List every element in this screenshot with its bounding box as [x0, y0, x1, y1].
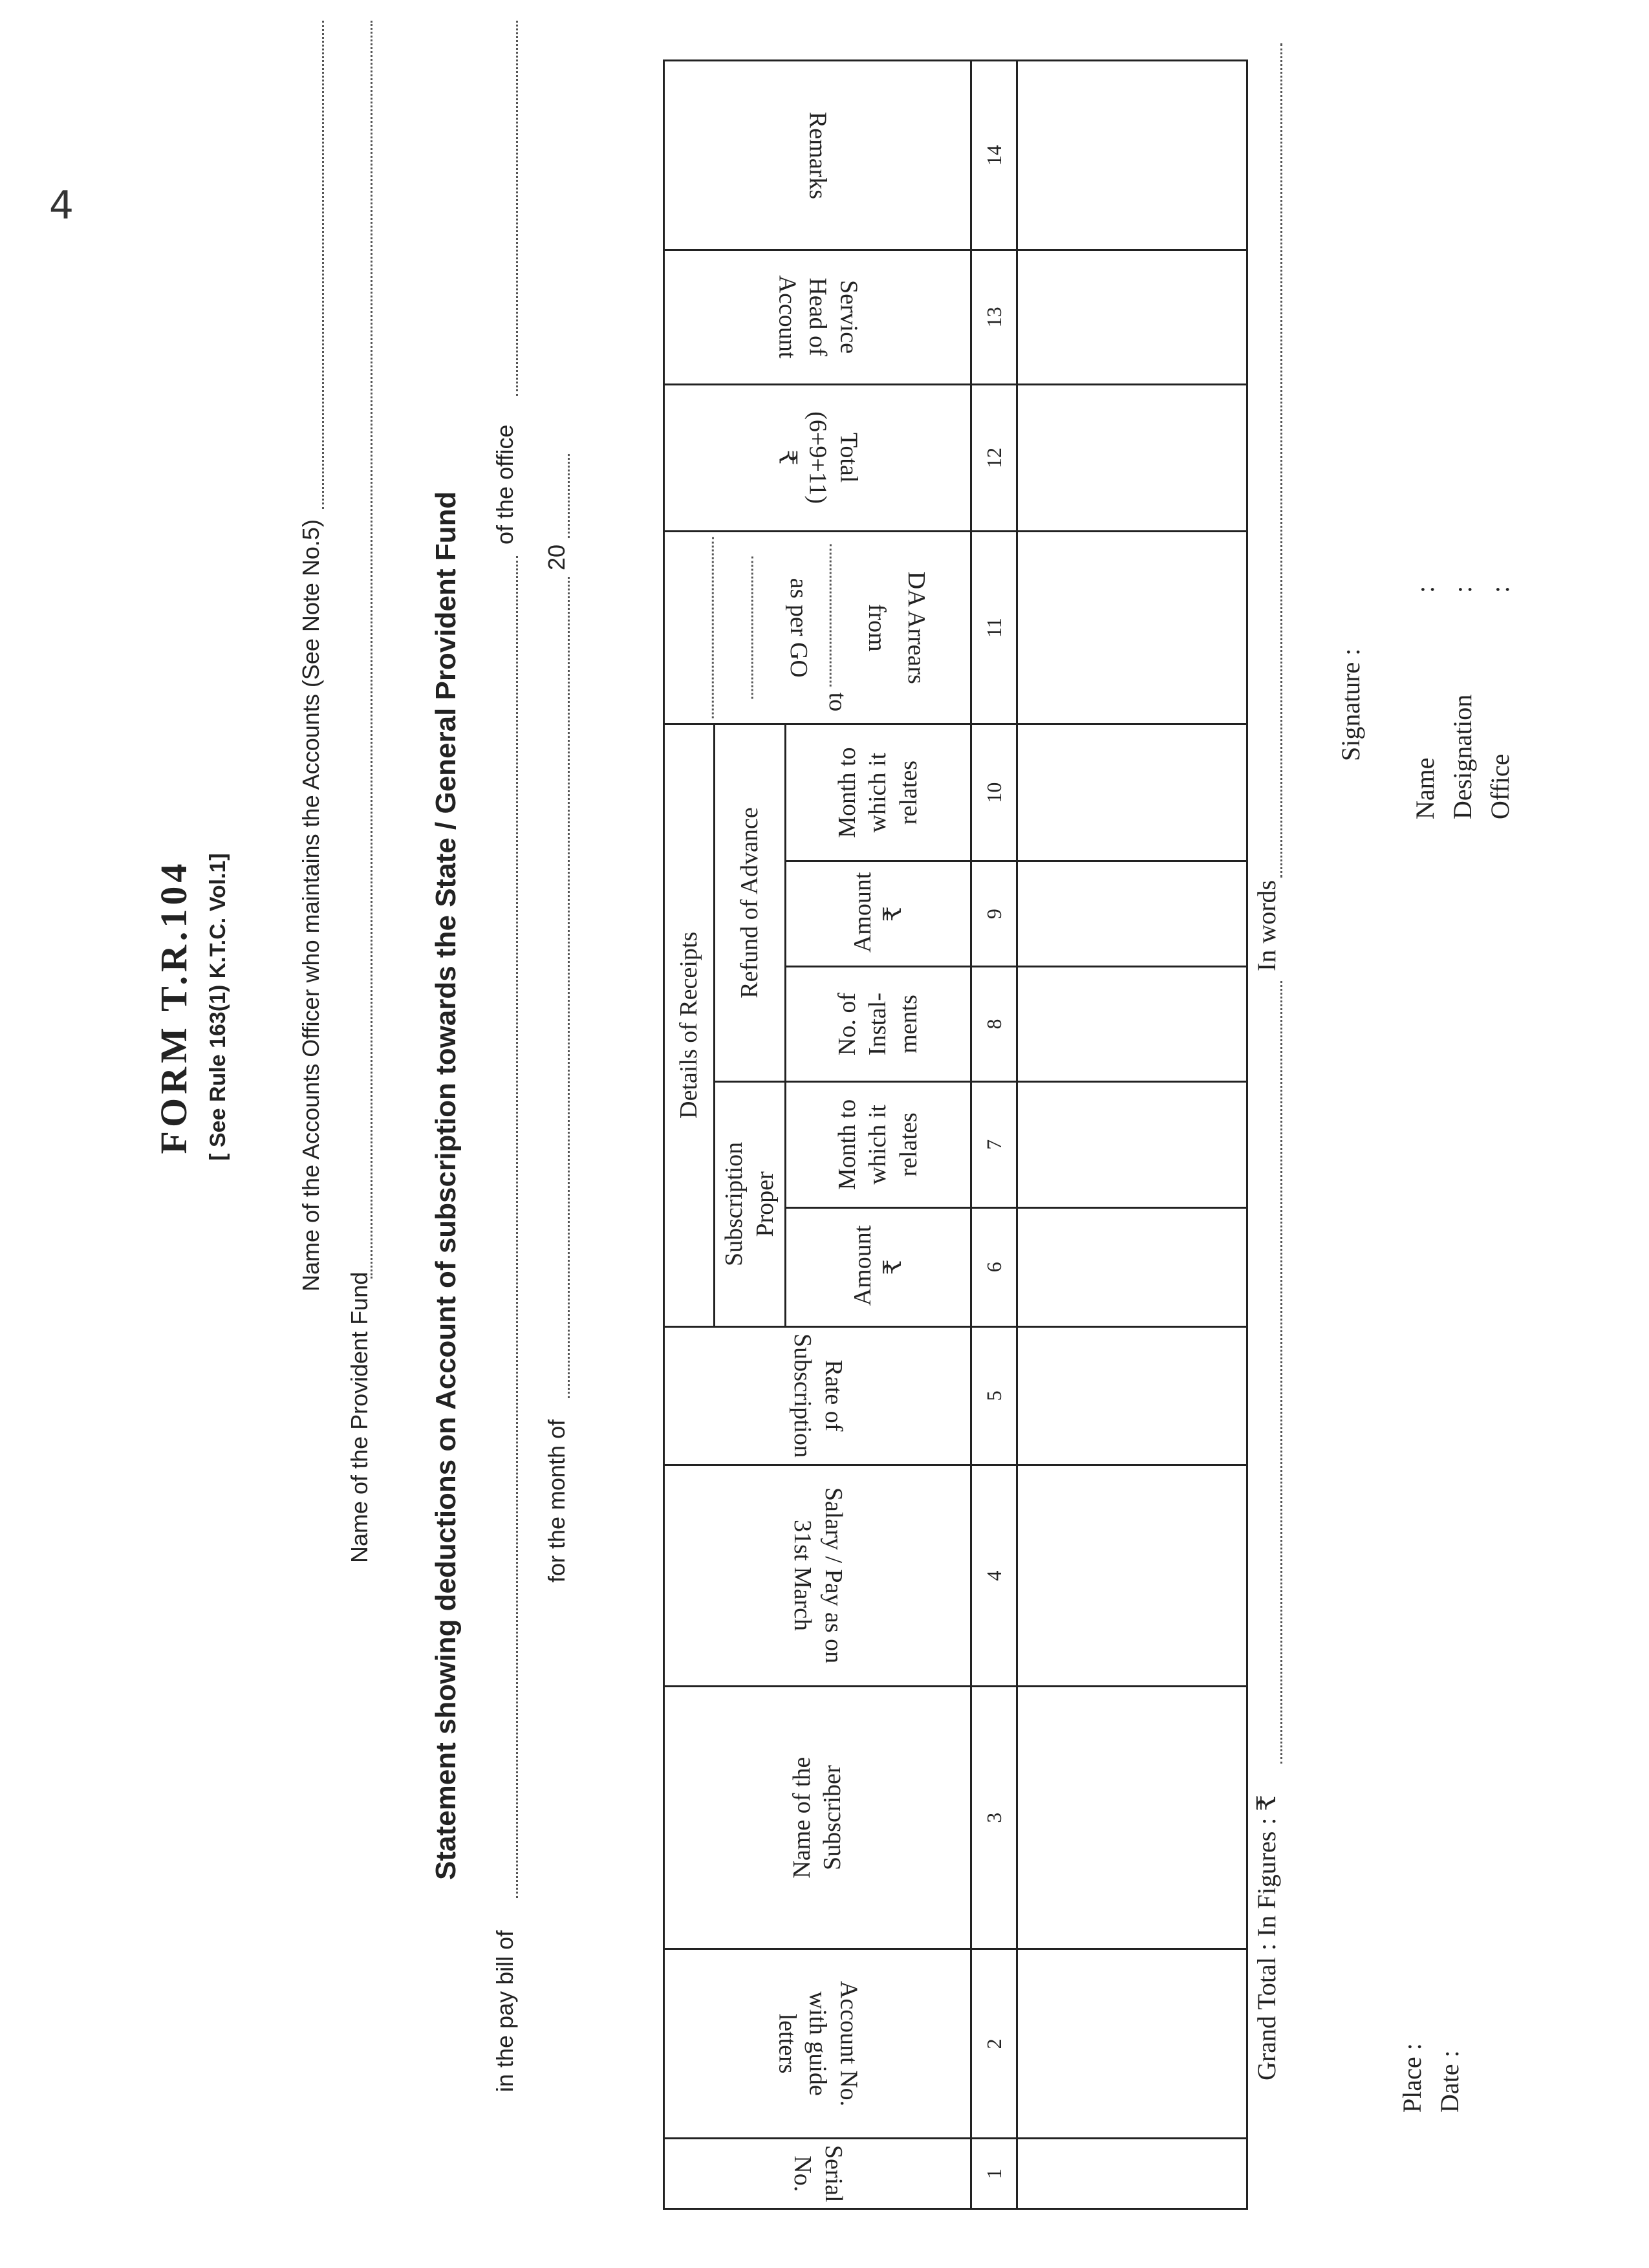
entry-cell-sub-amount[interactable]	[1017, 1207, 1247, 1326]
date-label: Date :	[1435, 2050, 1464, 2113]
header-sub-month: Month to which it relates	[786, 1082, 971, 1208]
grand-total-label: Grand Total : In Figures : ₹	[1252, 1795, 1281, 2080]
header-subscriber-name: Name of the Subscriber	[664, 1687, 971, 1949]
entry-cell-serial[interactable]	[1017, 2139, 1247, 2209]
header-refund-month: Month to which it relates	[786, 724, 971, 861]
place-label: Place :	[1397, 2043, 1427, 2113]
month-field[interactable]	[568, 577, 570, 1398]
grand-total-words-field[interactable]	[1280, 43, 1282, 878]
entry-cell-name[interactable]	[1017, 1687, 1247, 1949]
grand-total-figures-field[interactable]	[1280, 981, 1282, 1764]
page-mark: 4	[48, 182, 74, 228]
col-number: 6	[971, 1207, 1017, 1326]
accounts-officer-label: Name of the Accounts Officer who maintains the Accounts (See Note No.5)	[297, 519, 324, 1291]
col-number: 11	[971, 532, 1017, 724]
form-rule-reference: [ See Rule 163(1) K.T.C. Vol.1]	[206, 853, 230, 1161]
office-field[interactable]	[516, 21, 518, 396]
header-details-of-receipts: Details of Receipts	[664, 724, 715, 1326]
col-number: 8	[971, 966, 1017, 1081]
col-number: 7	[971, 1082, 1017, 1208]
office-label: of the office	[491, 424, 518, 545]
office-colon: :	[1485, 585, 1514, 593]
entry-cell-da-arrears[interactable]	[1017, 532, 1247, 724]
entry-cell-installments[interactable]	[1017, 966, 1247, 1081]
header-sub-amount: Amount ₹	[786, 1207, 971, 1326]
signature-label: Signature :	[1336, 648, 1365, 761]
col-number: 5	[971, 1326, 1017, 1465]
accounts-officer-field[interactable]	[322, 21, 324, 509]
deductions-table	[663, 59, 1248, 2210]
col-number: 10	[971, 724, 1017, 861]
provident-fund-field[interactable]	[371, 21, 372, 1279]
header-salary: Salary / Pay as on 31st March	[664, 1465, 971, 1687]
col-number: 3	[971, 1687, 1017, 1949]
col-number: 4	[971, 1465, 1017, 1687]
col-number: 13	[971, 250, 1017, 384]
entry-cell-service-head[interactable]	[1017, 250, 1247, 384]
header-refund-amount: Amount ₹	[786, 861, 971, 967]
provident-fund-label: Name of the Provident Fund	[346, 1271, 372, 1563]
pay-bill-field[interactable]	[516, 556, 518, 1898]
name-label: Name	[1410, 757, 1439, 819]
month-label: for the month of	[543, 1419, 570, 1582]
entry-cell-total[interactable]	[1017, 384, 1247, 532]
header-service-head: Service Head of Account	[664, 250, 971, 384]
year-prefix: 20	[543, 544, 570, 570]
name-colon: :	[1410, 585, 1439, 593]
statement-title: Statement showing deductions on Account of subscription towards the State / General Provident Fund	[430, 491, 462, 1880]
header-refund-installments: No. of Instal-ments	[786, 966, 971, 1081]
entry-cell-account[interactable]	[1017, 1949, 1247, 2139]
col-number: 2	[971, 1949, 1017, 2139]
designation-label: Designation	[1448, 694, 1477, 819]
year-field[interactable]	[568, 454, 570, 538]
form-title: FORM T.R.104	[153, 859, 195, 1154]
col-number: 1	[971, 2139, 1017, 2209]
header-serial-no: Serial No.	[664, 2139, 971, 2209]
pay-bill-label: in the pay bill of	[491, 1930, 518, 2092]
col-number: 12	[971, 384, 1017, 532]
col-number: 14	[971, 61, 1017, 250]
office-sign-label: Office	[1485, 753, 1514, 819]
header-remarks: Remarks	[664, 61, 971, 250]
header-rate: Rate of Subscription	[664, 1326, 971, 1465]
entry-cell-refund-amount[interactable]	[1017, 861, 1247, 967]
entry-cell-rate[interactable]	[1017, 1326, 1247, 1465]
entry-row	[1017, 61, 1247, 2209]
header-refund-of-advance: Refund of Advance	[715, 724, 786, 1081]
column-number-row	[971, 61, 1017, 2209]
entry-cell-remarks[interactable]	[1017, 61, 1247, 250]
entry-cell-salary[interactable]	[1017, 1465, 1247, 1687]
col-number: 9	[971, 861, 1017, 967]
designation-colon: :	[1448, 585, 1477, 593]
header-total: Total (6+9+11) ₹	[664, 384, 971, 532]
header-subscription-proper: Subscription Proper	[715, 1082, 786, 1327]
header-da-arrears: DA Arrears from to as per GO	[664, 532, 971, 724]
entry-cell-sub-month[interactable]	[1017, 1082, 1247, 1208]
entry-cell-refund-month[interactable]	[1017, 724, 1247, 861]
header-account-no: Account No. with guide letters	[664, 1949, 971, 2139]
in-words-label: In words	[1252, 880, 1281, 971]
